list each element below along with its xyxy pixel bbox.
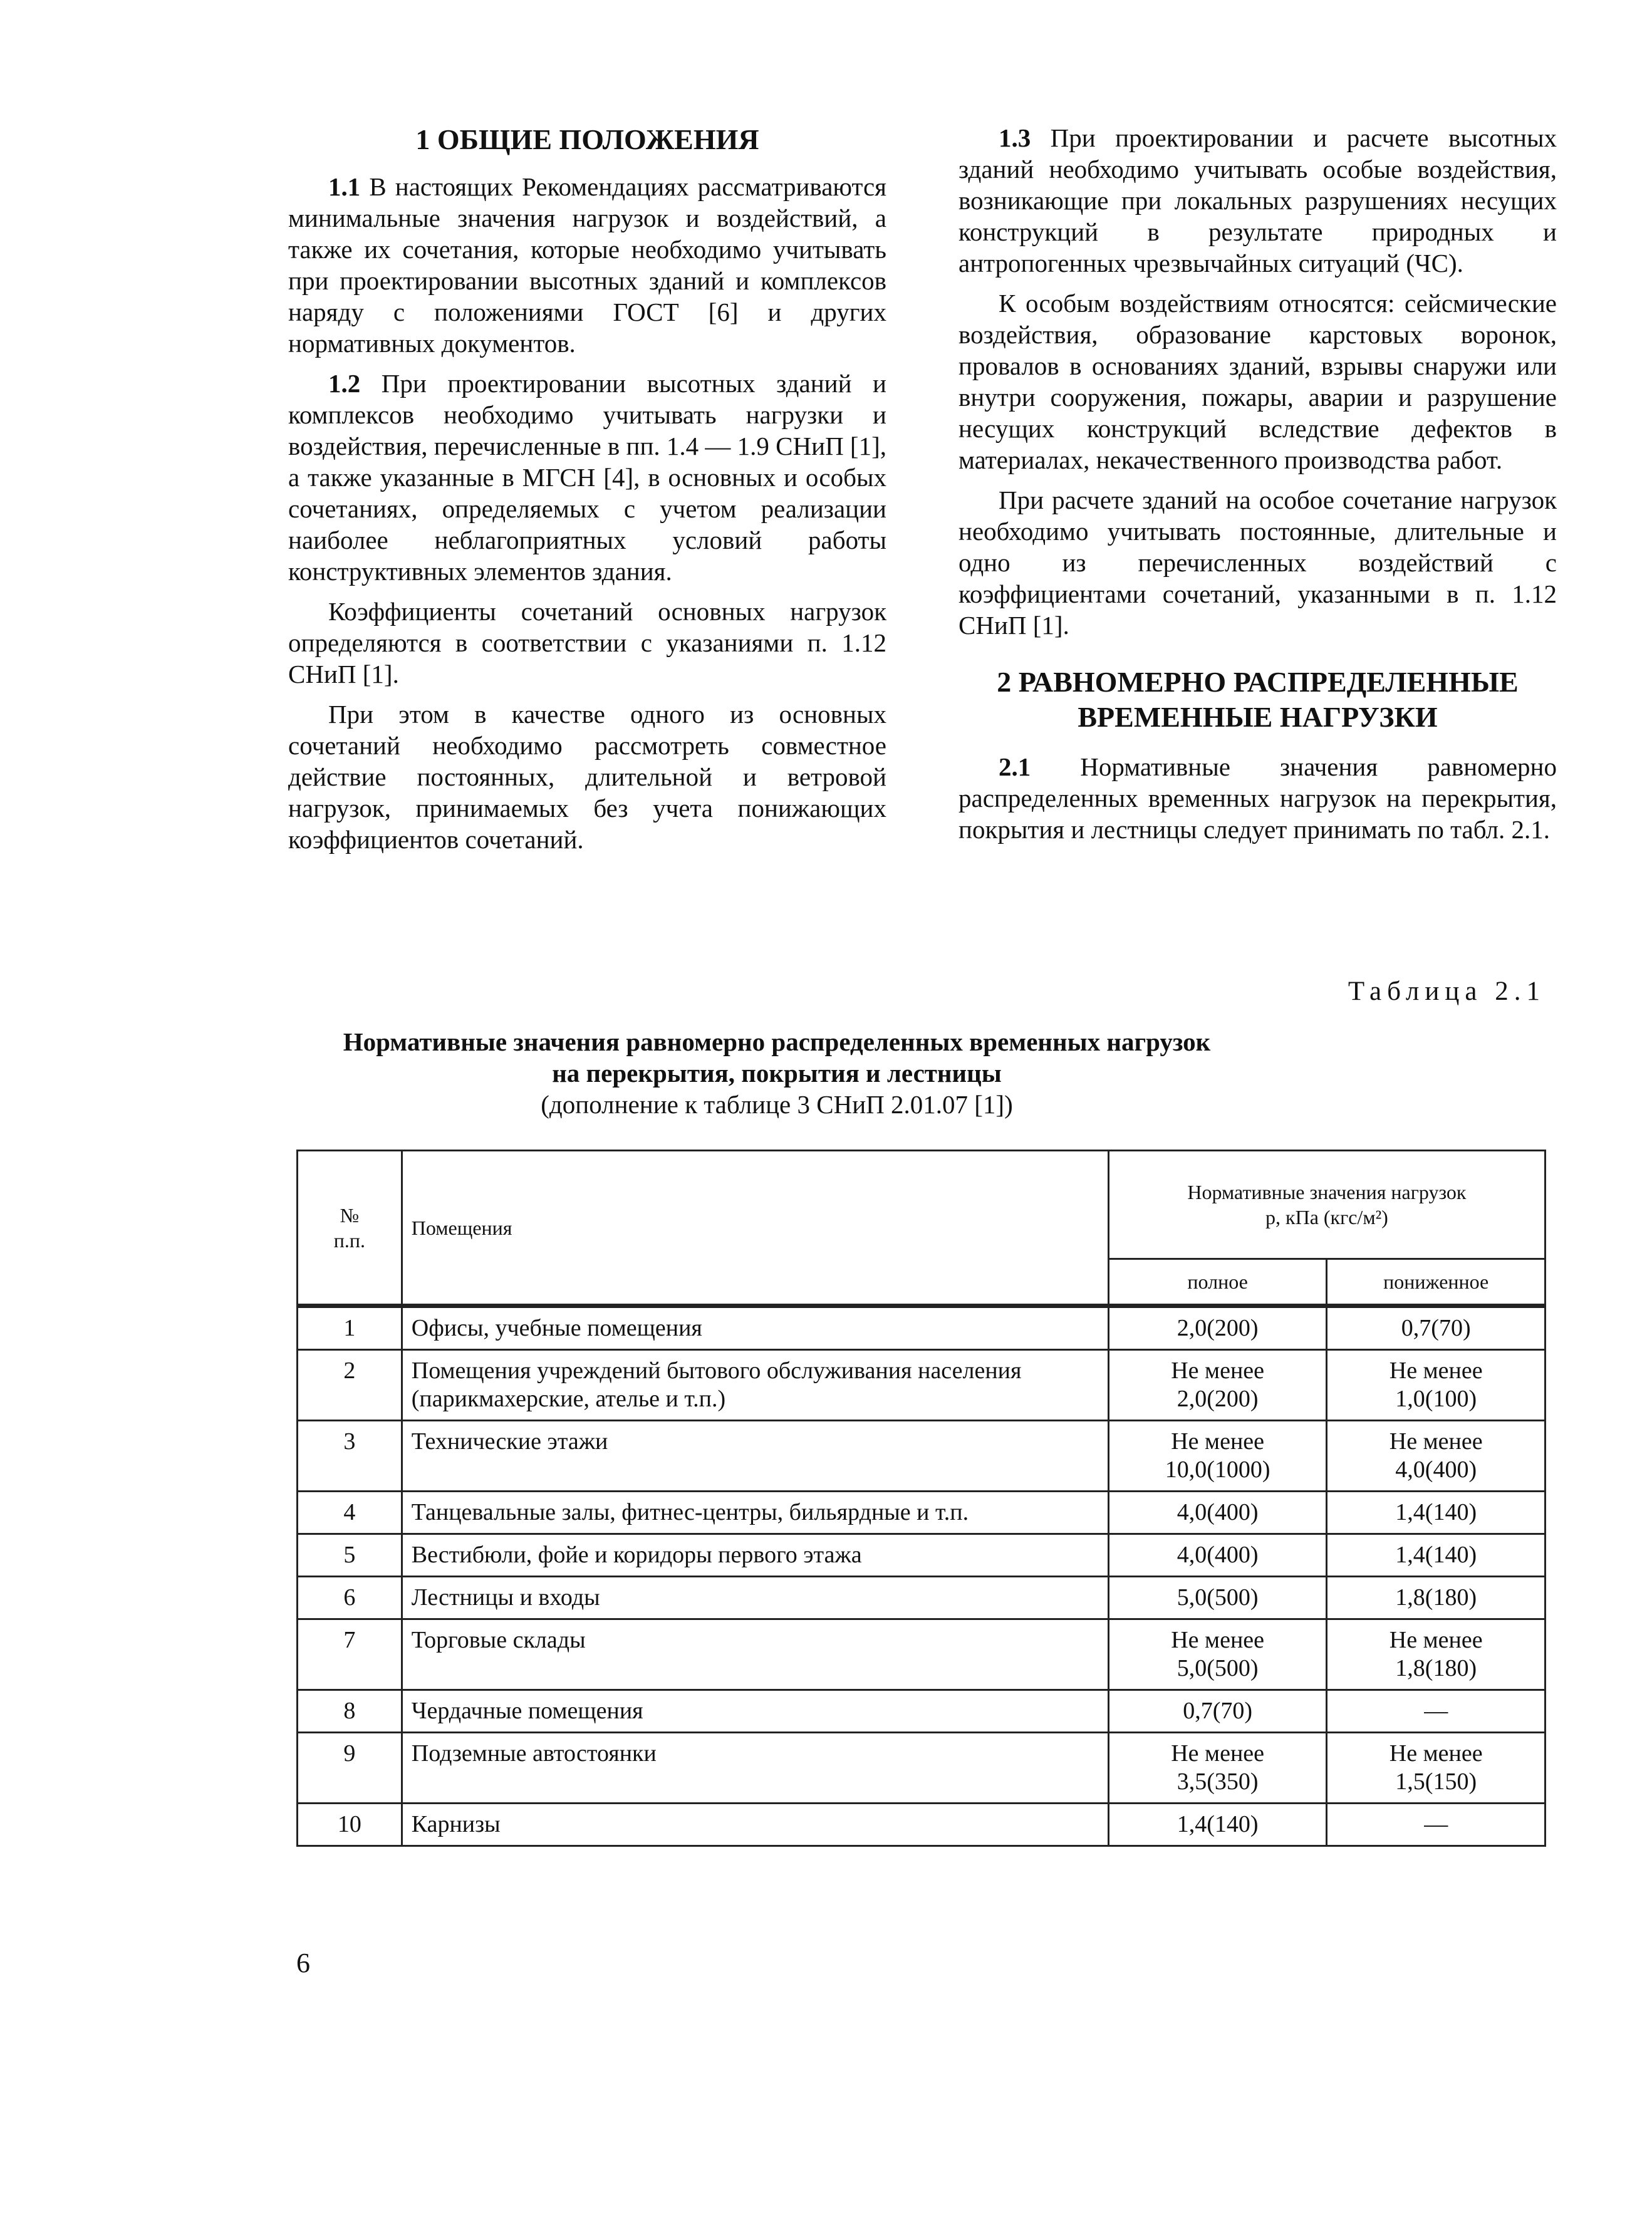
row-number-text: 1: [343, 1315, 356, 1341]
reduced-load-text: Не менее: [1389, 1627, 1483, 1653]
paragraph-1-2: [288, 368, 886, 587]
header-reduced: пониженное: [1327, 1259, 1546, 1306]
table-row: [298, 1619, 1546, 1690]
reduced-load: [1327, 1306, 1546, 1350]
table-caption-line-3: (дополнение к таблице 3 СНиП 2.01.07 [1]): [541, 1090, 1013, 1119]
table-header-row: [298, 1151, 1546, 1259]
reduced-load-text: 1,4(140): [1395, 1499, 1477, 1525]
room-name: [402, 1733, 1108, 1804]
room-name-text: Чердачные помещения: [411, 1698, 643, 1724]
full-load-text: 2,0(200): [1177, 1315, 1259, 1341]
page-number: 6: [296, 1948, 310, 1978]
row-number: [298, 1577, 402, 1619]
full-load: [1108, 1690, 1327, 1733]
room-name: [402, 1690, 1108, 1733]
reduced-load-text: Не менее: [1389, 1358, 1483, 1384]
table-row: [298, 1421, 1546, 1492]
full-load-text: 5,0(500): [1177, 1655, 1259, 1681]
paragraph-text: Нормативные значения равномерно распределенных временных нагрузок на перекрытия, покрытия и лестницы следует принимать по табл. 2.1.: [958, 752, 1557, 844]
reduced-load: [1327, 1577, 1546, 1619]
reduced-load: [1327, 1619, 1546, 1690]
table-caption: [276, 1026, 1278, 1120]
paragraph-text: При проектировании и расчете высотных зданий необходимо учитывать особые воздействия, возникающие при локальных разрушениях несущих конструкций в результате природных и антропогенных чрезвычайных ситуаций (ЧС).: [958, 123, 1557, 278]
paragraph-number: 1.3: [999, 123, 1031, 152]
paragraph-number: 2.1: [999, 752, 1031, 781]
full-load: [1108, 1421, 1327, 1492]
section-2-title-line-1: 2 РАВНОМЕРНО РАСПРЕДЕЛЕННЫЕ: [997, 666, 1519, 698]
header-values-line-1: Нормативные значения нагрузок: [1187, 1181, 1467, 1203]
full-load-text: Не менее: [1171, 1627, 1265, 1653]
row-number: [298, 1619, 402, 1690]
row-number: [298, 1350, 402, 1421]
room-name-text: Вестибюли, фойе и коридоры первого этажа: [411, 1542, 862, 1568]
reduced-load-text: 1,5(150): [1395, 1768, 1477, 1795]
full-load: [1108, 1577, 1327, 1619]
reduced-load-text: Не менее: [1389, 1428, 1483, 1455]
header-room: Помещения: [402, 1151, 1108, 1306]
row-number: [298, 1804, 402, 1846]
row-number-text: 6: [343, 1584, 356, 1611]
table-row: [298, 1492, 1546, 1534]
full-load-text: 4,0(400): [1177, 1542, 1259, 1568]
reduced-load-text: —: [1424, 1698, 1448, 1724]
table-row: [298, 1804, 1546, 1846]
section-2-title: [958, 665, 1557, 735]
full-load: [1108, 1350, 1327, 1421]
header-values-line-2: p, кПа (кгс/м²): [1265, 1206, 1388, 1228]
paragraph-1-3: [958, 122, 1557, 279]
room-name: [402, 1306, 1108, 1350]
paragraph-number: 1.1: [328, 172, 361, 201]
full-load-text: Не менее: [1171, 1428, 1265, 1455]
row-number-text: 7: [343, 1627, 356, 1653]
full-load-text: 4,0(400): [1177, 1499, 1259, 1525]
left-column: [288, 122, 886, 864]
room-name-text: Помещения учреждений бытового обслуживания населения (парикмахерские, ателье и т.п.): [411, 1358, 1022, 1412]
row-number: [298, 1306, 402, 1350]
paragraph-2-1: [958, 751, 1557, 845]
paragraph-text: В настоящих Рекомендациях рассматриваются минимальные значения нагрузок и воздействий, а также их сочетания, которые необходимо учитывать при проектировании высотных зданий и комплексов наряду с положениями ГОСТ [6] и других нормативных документов.: [288, 172, 886, 358]
room-name-text: Танцевальные залы, фитнес-центры, бильярдные и т.п.: [411, 1499, 969, 1525]
right-column: [958, 122, 1557, 854]
row-number-text: 9: [343, 1740, 356, 1767]
reduced-load-text: 1,0(100): [1395, 1386, 1477, 1412]
reduced-load: [1327, 1492, 1546, 1534]
full-load-text: 3,5(350): [1177, 1768, 1259, 1795]
room-name-text: Карнизы: [411, 1811, 501, 1837]
row-number: [298, 1421, 402, 1492]
room-name: [402, 1350, 1108, 1421]
room-name: [402, 1492, 1108, 1534]
full-load-text: Не менее: [1171, 1358, 1265, 1384]
row-number: [298, 1733, 402, 1804]
room-name-text: Технические этажи: [411, 1428, 608, 1455]
row-number: [298, 1690, 402, 1733]
reduced-load: [1327, 1804, 1546, 1846]
room-name-text: Торговые склады: [411, 1627, 586, 1653]
paragraph-special-combination: При расчете зданий на особое сочетание нагрузок необходимо учитывать постоянные, длительные и одно из перечисленных воздействий с коэффициентами сочетаний, указанными в п. 1.12 СНиП [1].: [958, 485, 1557, 640]
full-load-text: 10,0(1000): [1165, 1456, 1270, 1483]
reduced-load: [1327, 1534, 1546, 1577]
header-number-line-1: №: [340, 1203, 360, 1227]
paragraph-text: При проектировании высотных зданий и комплексов необходимо учитывать нагрузки и воздействия, перечисленные в пп. 1.4 — 1.9 СНиП [1], а также указанные в МГСН [4], в основных и особых сочетаниях, определяемых с учетом реализации наиболее неблагоприятных условий работы конструктивных элементов здания.: [288, 369, 886, 586]
reduced-load: [1327, 1690, 1546, 1733]
full-load: [1108, 1306, 1327, 1350]
table-row: [298, 1577, 1546, 1619]
room-name: [402, 1804, 1108, 1846]
paragraph-main-combination: При этом в качестве одного из основных сочетаний необходимо рассмотреть совместное действие постоянных, длительной и ветровой нагрузок, принимаемых без учета понижающих коэффициентов сочетаний.: [288, 700, 886, 854]
full-load: [1108, 1534, 1327, 1577]
header-values: [1108, 1151, 1545, 1259]
row-number-text: 4: [343, 1499, 356, 1525]
full-load: [1108, 1733, 1327, 1804]
header-full: полное: [1108, 1259, 1327, 1306]
table-row: [298, 1350, 1546, 1421]
table-row: [298, 1690, 1546, 1733]
room-name-text: Лестницы и входы: [411, 1584, 600, 1611]
full-load: [1108, 1804, 1327, 1846]
room-name: [402, 1534, 1108, 1577]
section-2-title-line-2: ВРЕМЕННЫЕ НАГРУЗКИ: [1078, 701, 1438, 733]
reduced-load-text: —: [1424, 1811, 1448, 1837]
reduced-load: [1327, 1421, 1546, 1492]
table-body: [298, 1306, 1546, 1846]
reduced-load-text: 0,7(70): [1401, 1315, 1471, 1341]
reduced-load-text: 1,4(140): [1395, 1542, 1477, 1568]
loads-table: [296, 1150, 1546, 1847]
row-number-text: 3: [343, 1428, 356, 1455]
row-number-text: 8: [343, 1698, 356, 1724]
table-label: Таблица 2.1: [1348, 977, 1546, 1006]
paragraph-combination-coefficients: Коэффициенты сочетаний основных нагрузок определяются в соответствии с указаниями п. 1.12 СНиП [1].: [288, 597, 886, 688]
header-number: [298, 1151, 402, 1306]
room-name: [402, 1619, 1108, 1690]
row-number-text: 2: [343, 1358, 356, 1384]
full-load-text: 0,7(70): [1183, 1698, 1253, 1724]
reduced-load: [1327, 1350, 1546, 1421]
full-load-text: 5,0(500): [1177, 1584, 1259, 1611]
full-load-text: 2,0(200): [1177, 1386, 1259, 1412]
table-caption-line-1: Нормативные значения равномерно распределенных временных нагрузок: [343, 1027, 1211, 1056]
table-row: [298, 1534, 1546, 1577]
full-load: [1108, 1619, 1327, 1690]
reduced-load: [1327, 1733, 1546, 1804]
reduced-load-text: Не менее: [1389, 1740, 1483, 1767]
row-number-text: 5: [343, 1542, 356, 1568]
full-load-text: 1,4(140): [1177, 1811, 1259, 1837]
paragraph-1-1: [288, 171, 886, 359]
room-name: [402, 1577, 1108, 1619]
room-name-text: Подземные автостоянки: [411, 1740, 657, 1767]
row-number-text: 10: [337, 1811, 361, 1837]
table-row: [298, 1733, 1546, 1804]
table-caption-line-2: на перекрытия, покрытия и лестницы: [552, 1059, 1002, 1088]
row-number: [298, 1492, 402, 1534]
row-number: [298, 1534, 402, 1577]
full-load-text: Не менее: [1171, 1740, 1265, 1767]
room-name: [402, 1421, 1108, 1492]
header-number-line-2: п.п.: [333, 1228, 365, 1252]
reduced-load-text: 1,8(180): [1395, 1655, 1477, 1681]
paragraph-number: 1.2: [328, 369, 361, 398]
paragraph-special-actions: К особым воздействиям относятся: сейсмические воздействия, образование карстовых воронок, провалов в основаниях зданий, взрывы снаружи или внутри сооружения, пожары, аварии и разрушение несущих конструкций вследствие дефектов в материалах, некачественного производства работ.: [958, 289, 1557, 474]
reduced-load-text: 4,0(400): [1395, 1456, 1477, 1483]
section-1-title: 1 ОБЩИЕ ПОЛОЖЕНИЯ: [415, 123, 759, 155]
reduced-load-text: 1,8(180): [1395, 1584, 1477, 1611]
full-load: [1108, 1492, 1327, 1534]
table-row: [298, 1306, 1546, 1350]
room-name-text: Офисы, учебные помещения: [411, 1315, 702, 1341]
